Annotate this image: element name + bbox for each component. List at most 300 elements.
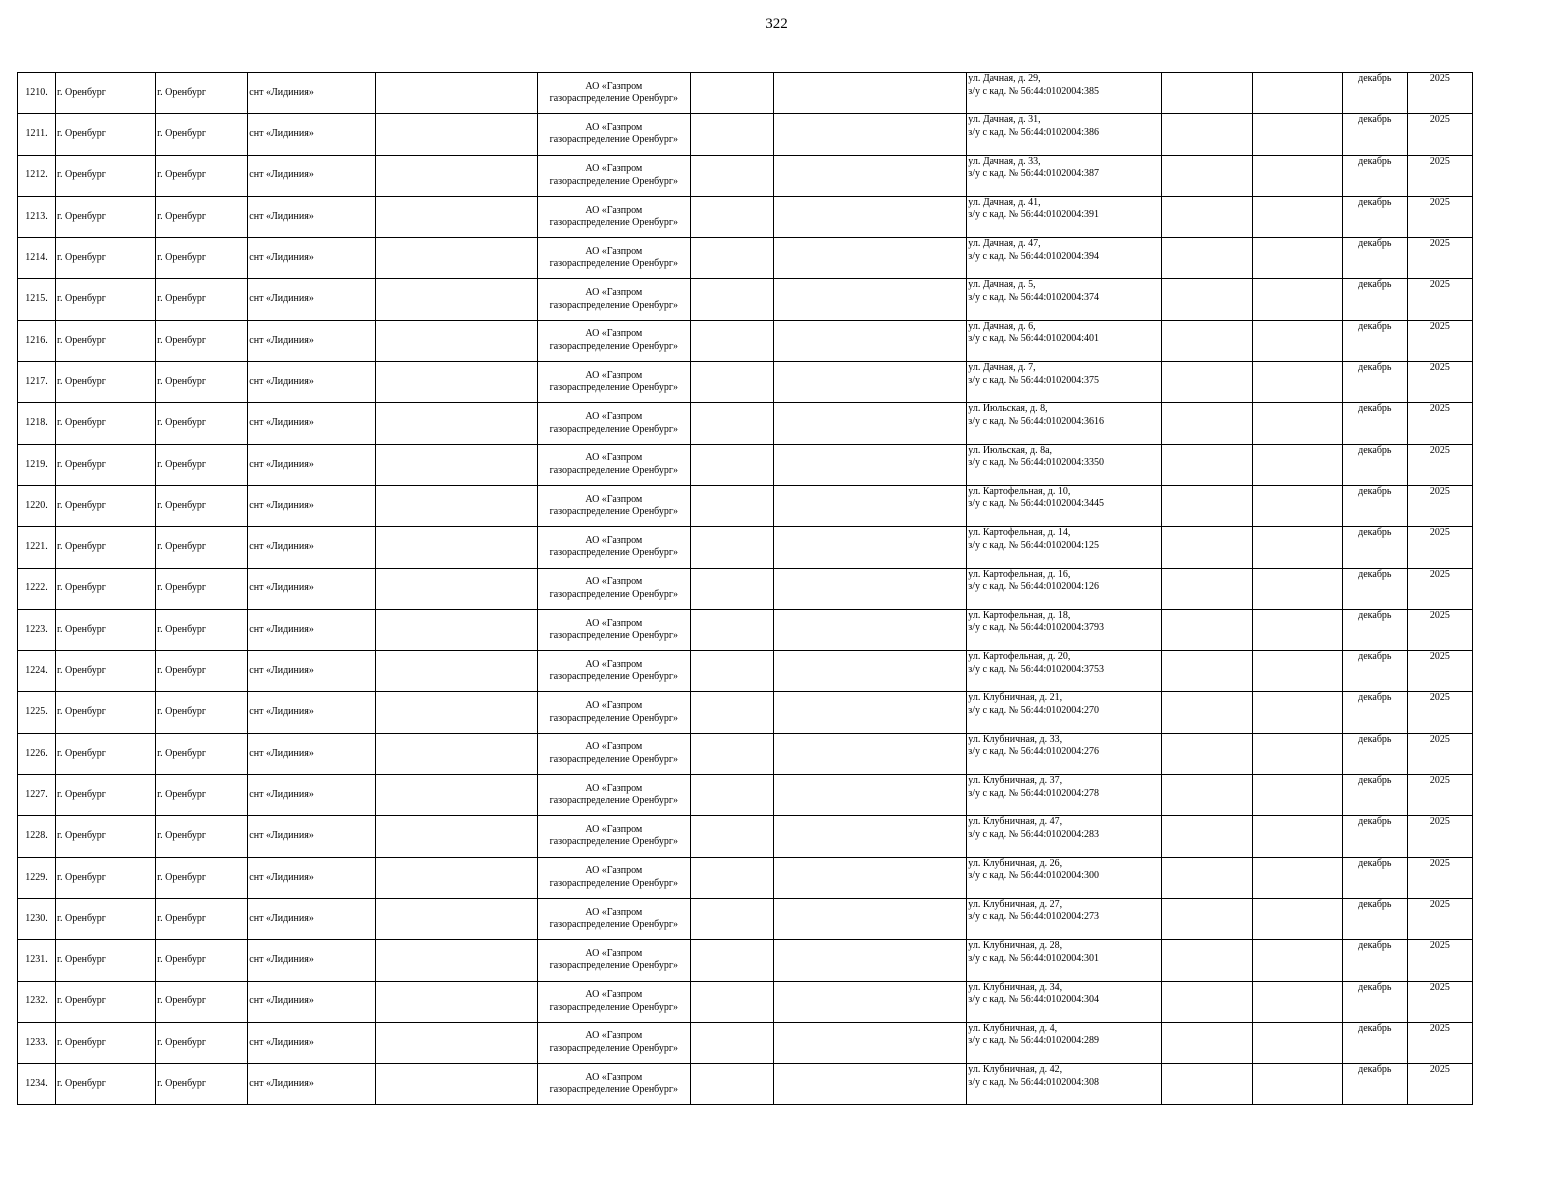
locality-cell: г. Оренбург — [156, 692, 248, 733]
address-line-2: з/у с кад. № 56:44:0102004:387 — [968, 168, 1100, 180]
table-row — [18, 527, 1473, 568]
empty-cell — [690, 898, 773, 939]
organization-line-2: газораспределение Оренбург» — [549, 93, 678, 105]
empty-cell — [376, 568, 537, 609]
address-line-1: ул. Клубничная, д. 4, — [968, 1022, 1058, 1034]
table-row — [18, 114, 1473, 155]
empty-cell — [1161, 1064, 1252, 1105]
empty-cell — [1252, 527, 1342, 568]
empty-cell — [690, 73, 773, 114]
organization-cell — [537, 196, 690, 237]
address-cell — [967, 114, 1161, 155]
row-number: 1234. — [18, 1064, 56, 1105]
municipality-cell: г. Оренбург — [56, 196, 156, 237]
empty-cell — [690, 940, 773, 981]
empty-cell — [690, 196, 773, 237]
empty-cell — [376, 609, 537, 650]
organization-cell — [537, 485, 690, 526]
empty-cell — [690, 1022, 773, 1063]
address-line-2: з/у с кад. № 56:44:0102004:276 — [968, 746, 1100, 758]
empty-cell — [1161, 1022, 1252, 1063]
empty-cell — [376, 114, 537, 155]
organization-line-1: АО «Газпром — [585, 617, 643, 629]
municipality-cell: г. Оренбург — [56, 444, 156, 485]
locality-cell: г. Оренбург — [156, 320, 248, 361]
address-line-1: ул. Клубничная, д. 33, — [968, 733, 1063, 745]
locality-cell: г. Оренбург — [156, 981, 248, 1022]
empty-cell — [690, 981, 773, 1022]
empty-cell — [1252, 775, 1342, 816]
empty-cell — [1252, 320, 1342, 361]
organization-line-1: АО «Газпром — [585, 576, 643, 588]
empty-cell — [376, 362, 537, 403]
empty-cell — [690, 1064, 773, 1105]
month-cell: декабрь — [1342, 733, 1407, 774]
locality-cell: г. Оренбург — [156, 527, 248, 568]
empty-cell — [1161, 403, 1252, 444]
empty-cell — [774, 651, 967, 692]
empty-cell — [1161, 568, 1252, 609]
address-line-2: з/у с кад. № 56:44:0102004:278 — [968, 787, 1100, 799]
empty-cell — [1161, 527, 1252, 568]
empty-cell — [1252, 568, 1342, 609]
year-cell: 2025 — [1407, 898, 1472, 939]
address-line-1: ул. Клубничная, д. 34, — [968, 981, 1063, 993]
empty-cell — [774, 155, 967, 196]
organization-line-2: газораспределение Оренбург» — [549, 547, 678, 559]
empty-cell — [376, 485, 537, 526]
address-line-2: з/у с кад. № 56:44:0102004:273 — [968, 911, 1100, 923]
table-row — [18, 609, 1473, 650]
address-line-1: ул. Дачная, д. 6, — [968, 320, 1036, 332]
organization-line-2: газораспределение Оренбург» — [549, 836, 678, 848]
empty-cell — [774, 898, 967, 939]
address-cell — [967, 898, 1161, 939]
address-line-2: з/у с кад. № 56:44:0102004:289 — [968, 1035, 1100, 1047]
locality-cell: г. Оренбург — [156, 898, 248, 939]
organization-cell — [537, 73, 690, 114]
address-cell — [967, 651, 1161, 692]
locality-cell: г. Оренбург — [156, 609, 248, 650]
organization-line-2: газораспределение Оренбург» — [549, 217, 678, 229]
empty-cell — [376, 527, 537, 568]
year-cell: 2025 — [1407, 155, 1472, 196]
table-row — [18, 320, 1473, 361]
table-row — [18, 898, 1473, 939]
empty-cell — [1252, 196, 1342, 237]
address-cell — [967, 609, 1161, 650]
row-number: 1227. — [18, 775, 56, 816]
table-row — [18, 444, 1473, 485]
empty-cell — [690, 403, 773, 444]
empty-cell — [774, 733, 967, 774]
organization-line-1: АО «Газпром — [585, 369, 643, 381]
empty-cell — [690, 816, 773, 857]
address-line-1: ул. Картофельная, д. 14, — [968, 527, 1071, 539]
address-line-1: ул. Клубничная, д. 28, — [968, 940, 1063, 952]
address-line-1: ул. Дачная, д. 29, — [968, 73, 1041, 84]
organization-cell — [537, 981, 690, 1022]
address-line-1: ул. Дачная, д. 7, — [968, 362, 1036, 374]
organization-cell — [537, 444, 690, 485]
address-cell — [967, 733, 1161, 774]
empty-cell — [774, 940, 967, 981]
table-body — [18, 73, 1473, 1105]
empty-cell — [774, 527, 967, 568]
empty-cell — [1252, 362, 1342, 403]
year-cell: 2025 — [1407, 651, 1472, 692]
row-number: 1232. — [18, 981, 56, 1022]
year-cell: 2025 — [1407, 196, 1472, 237]
address-line-2: з/у с кад. № 56:44:0102004:283 — [968, 828, 1100, 840]
organization-line-1: АО «Газпром — [585, 245, 643, 257]
locality-cell: г. Оренбург — [156, 651, 248, 692]
municipality-cell: г. Оренбург — [56, 155, 156, 196]
organization-line-1: АО «Газпром — [585, 1071, 643, 1083]
locality-cell: г. Оренбург — [156, 155, 248, 196]
address-cell — [967, 857, 1161, 898]
municipality-cell: г. Оренбург — [56, 114, 156, 155]
empty-cell — [774, 279, 967, 320]
locality-cell: г. Оренбург — [156, 940, 248, 981]
locality-cell: г. Оренбург — [156, 1022, 248, 1063]
address-line-1: ул. Клубничная, д. 42, — [968, 1064, 1063, 1076]
empty-cell — [690, 238, 773, 279]
empty-cell — [690, 733, 773, 774]
municipality-cell: г. Оренбург — [56, 940, 156, 981]
row-number: 1216. — [18, 320, 56, 361]
organization-line-1: АО «Газпром — [585, 700, 643, 712]
empty-cell — [376, 857, 537, 898]
month-cell: декабрь — [1342, 114, 1407, 155]
address-cell — [967, 775, 1161, 816]
address-cell — [967, 362, 1161, 403]
empty-cell — [774, 485, 967, 526]
empty-cell — [690, 609, 773, 650]
empty-cell — [1252, 238, 1342, 279]
row-number: 1233. — [18, 1022, 56, 1063]
empty-cell — [1252, 1064, 1342, 1105]
settlement-cell: снт «Лидиния» — [248, 816, 376, 857]
month-cell: декабрь — [1342, 1064, 1407, 1105]
settlement-cell: снт «Лидиния» — [248, 155, 376, 196]
address-line-1: ул. Клубничная, д. 27, — [968, 898, 1063, 910]
organization-line-2: газораспределение Оренбург» — [549, 134, 678, 146]
register-table — [17, 72, 1473, 1105]
row-number: 1230. — [18, 898, 56, 939]
address-cell — [967, 1022, 1161, 1063]
municipality-cell: г. Оренбург — [56, 898, 156, 939]
locality-cell: г. Оренбург — [156, 196, 248, 237]
row-number: 1219. — [18, 444, 56, 485]
row-number: 1213. — [18, 196, 56, 237]
organization-line-1: АО «Газпром — [585, 823, 643, 835]
month-cell: декабрь — [1342, 155, 1407, 196]
address-cell — [967, 692, 1161, 733]
municipality-cell: г. Оренбург — [56, 775, 156, 816]
table-row — [18, 940, 1473, 981]
year-cell: 2025 — [1407, 114, 1472, 155]
empty-cell — [1161, 238, 1252, 279]
organization-line-2: газораспределение Оренбург» — [549, 877, 678, 889]
year-cell: 2025 — [1407, 816, 1472, 857]
address-line-1: ул. Клубничная, д. 47, — [968, 816, 1063, 828]
empty-cell — [1252, 73, 1342, 114]
settlement-cell: снт «Лидиния» — [248, 568, 376, 609]
locality-cell: г. Оренбург — [156, 1064, 248, 1105]
organization-line-2: газораспределение Оренбург» — [549, 960, 678, 972]
settlement-cell: снт «Лидиния» — [248, 692, 376, 733]
address-line-1: ул. Дачная, д. 31, — [968, 114, 1041, 126]
organization-cell — [537, 775, 690, 816]
address-line-2: з/у с кад. № 56:44:0102004:125 — [968, 539, 1100, 551]
municipality-cell: г. Оренбург — [56, 733, 156, 774]
year-cell: 2025 — [1407, 238, 1472, 279]
empty-cell — [1161, 898, 1252, 939]
empty-cell — [376, 651, 537, 692]
settlement-cell: снт «Лидиния» — [248, 775, 376, 816]
locality-cell: г. Оренбург — [156, 362, 248, 403]
organization-line-1: АО «Газпром — [585, 204, 643, 216]
municipality-cell: г. Оренбург — [56, 568, 156, 609]
empty-cell — [774, 1064, 967, 1105]
municipality-cell: г. Оренбург — [56, 279, 156, 320]
month-cell: декабрь — [1342, 73, 1407, 114]
locality-cell: г. Оренбург — [156, 857, 248, 898]
month-cell: декабрь — [1342, 444, 1407, 485]
empty-cell — [1161, 155, 1252, 196]
municipality-cell: г. Оренбург — [56, 981, 156, 1022]
address-line-1: ул. Дачная, д. 5, — [968, 279, 1036, 291]
organization-line-2: газораспределение Оренбург» — [549, 795, 678, 807]
organization-line-1: АО «Газпром — [585, 782, 643, 794]
empty-cell — [1161, 651, 1252, 692]
address-line-1: ул. Картофельная, д. 18, — [968, 609, 1071, 621]
organization-line-2: газораспределение Оренбург» — [549, 258, 678, 270]
row-number: 1226. — [18, 733, 56, 774]
month-cell: декабрь — [1342, 279, 1407, 320]
year-cell: 2025 — [1407, 940, 1472, 981]
organization-line-2: газораспределение Оренбург» — [549, 753, 678, 765]
year-cell: 2025 — [1407, 403, 1472, 444]
address-line-1: ул. Клубничная, д. 26, — [968, 857, 1063, 869]
empty-cell — [1252, 403, 1342, 444]
address-cell — [967, 196, 1161, 237]
municipality-cell: г. Оренбург — [56, 527, 156, 568]
address-line-1: ул. Картофельная, д. 16, — [968, 568, 1071, 580]
address-line-2: з/у с кад. № 56:44:0102004:304 — [968, 994, 1100, 1006]
table-row — [18, 981, 1473, 1022]
organization-cell — [537, 527, 690, 568]
empty-cell — [1252, 692, 1342, 733]
address-line-1: ул. Дачная, д. 33, — [968, 155, 1041, 167]
settlement-cell: снт «Лидиния» — [248, 940, 376, 981]
month-cell: декабрь — [1342, 816, 1407, 857]
empty-cell — [774, 609, 967, 650]
year-cell: 2025 — [1407, 73, 1472, 114]
empty-cell — [376, 981, 537, 1022]
organization-line-1: АО «Газпром — [585, 80, 643, 92]
organization-line-2: газораспределение Оренбург» — [549, 506, 678, 518]
organization-line-2: газораспределение Оренбург» — [549, 1084, 678, 1096]
month-cell: декабрь — [1342, 609, 1407, 650]
settlement-cell: снт «Лидиния» — [248, 857, 376, 898]
address-cell — [967, 527, 1161, 568]
municipality-cell: г. Оренбург — [56, 362, 156, 403]
year-cell: 2025 — [1407, 733, 1472, 774]
table-row — [18, 279, 1473, 320]
empty-cell — [1252, 733, 1342, 774]
table-row — [18, 651, 1473, 692]
organization-line-1: АО «Газпром — [585, 1030, 643, 1042]
address-line-2: з/у с кад. № 56:44:0102004:300 — [968, 870, 1100, 882]
month-cell: декабрь — [1342, 898, 1407, 939]
municipality-cell: г. Оренбург — [56, 403, 156, 444]
month-cell: декабрь — [1342, 403, 1407, 444]
empty-cell — [690, 444, 773, 485]
organization-cell — [537, 651, 690, 692]
address-line-2: з/у с кад. № 56:44:0102004:385 — [968, 85, 1100, 97]
organization-line-2: газораспределение Оренбург» — [549, 464, 678, 476]
address-cell — [967, 320, 1161, 361]
address-line-1: ул. Дачная, д. 41, — [968, 196, 1041, 208]
empty-cell — [376, 73, 537, 114]
address-line-1: ул. Июльская, д. 8, — [968, 403, 1048, 415]
organization-cell — [537, 609, 690, 650]
municipality-cell: г. Оренбург — [56, 651, 156, 692]
empty-cell — [376, 692, 537, 733]
month-cell: декабрь — [1342, 527, 1407, 568]
year-cell: 2025 — [1407, 775, 1472, 816]
empty-cell — [1252, 981, 1342, 1022]
municipality-cell: г. Оренбург — [56, 320, 156, 361]
empty-cell — [1161, 857, 1252, 898]
empty-cell — [1252, 816, 1342, 857]
month-cell: декабрь — [1342, 981, 1407, 1022]
empty-cell — [1252, 940, 1342, 981]
empty-cell — [376, 775, 537, 816]
empty-cell — [774, 568, 967, 609]
empty-cell — [376, 1022, 537, 1063]
year-cell: 2025 — [1407, 1064, 1472, 1105]
empty-cell — [774, 1022, 967, 1063]
empty-cell — [774, 692, 967, 733]
empty-cell — [376, 898, 537, 939]
organization-line-2: газораспределение Оренбург» — [549, 423, 678, 435]
locality-cell: г. Оренбург — [156, 403, 248, 444]
organization-line-2: газораспределение Оренбург» — [549, 712, 678, 724]
empty-cell — [1252, 114, 1342, 155]
month-cell: декабрь — [1342, 320, 1407, 361]
empty-cell — [1252, 155, 1342, 196]
organization-cell — [537, 1022, 690, 1063]
row-number: 1218. — [18, 403, 56, 444]
organization-line-2: газораспределение Оренбург» — [549, 175, 678, 187]
empty-cell — [1161, 485, 1252, 526]
address-line-2: з/у с кад. № 56:44:0102004:301 — [968, 952, 1100, 964]
address-cell — [967, 238, 1161, 279]
organization-cell — [537, 362, 690, 403]
table-row — [18, 857, 1473, 898]
empty-cell — [376, 444, 537, 485]
address-line-1: ул. Дачная, д. 47, — [968, 238, 1041, 250]
month-cell: декабрь — [1342, 857, 1407, 898]
address-line-1: ул. Клубничная, д. 21, — [968, 692, 1063, 704]
settlement-cell: снт «Лидиния» — [248, 609, 376, 650]
row-number: 1225. — [18, 692, 56, 733]
municipality-cell: г. Оренбург — [56, 816, 156, 857]
empty-cell — [1161, 981, 1252, 1022]
organization-line-1: АО «Газпром — [585, 493, 643, 505]
empty-cell — [690, 857, 773, 898]
row-number: 1210. — [18, 73, 56, 114]
address-cell — [967, 73, 1161, 114]
settlement-cell: снт «Лидиния» — [248, 403, 376, 444]
empty-cell — [690, 527, 773, 568]
empty-cell — [1161, 940, 1252, 981]
empty-cell — [1161, 196, 1252, 237]
empty-cell — [690, 651, 773, 692]
organization-line-1: АО «Газпром — [585, 865, 643, 877]
address-cell — [967, 1064, 1161, 1105]
address-line-2: з/у с кад. № 56:44:0102004:308 — [968, 1076, 1100, 1088]
empty-cell — [376, 238, 537, 279]
address-line-1: ул. Картофельная, д. 20, — [968, 651, 1071, 663]
organization-cell — [537, 568, 690, 609]
table-row — [18, 73, 1473, 114]
address-cell — [967, 940, 1161, 981]
locality-cell: г. Оренбург — [156, 816, 248, 857]
locality-cell: г. Оренбург — [156, 775, 248, 816]
address-cell — [967, 568, 1161, 609]
organization-line-2: газораспределение Оренбург» — [549, 1001, 678, 1013]
month-cell: декабрь — [1342, 362, 1407, 403]
empty-cell — [774, 238, 967, 279]
organization-line-1: АО «Газпром — [585, 411, 643, 423]
settlement-cell: снт «Лидиния» — [248, 733, 376, 774]
year-cell: 2025 — [1407, 1022, 1472, 1063]
empty-cell — [1161, 114, 1252, 155]
empty-cell — [376, 196, 537, 237]
organization-line-2: газораспределение Оренбург» — [549, 299, 678, 311]
year-cell: 2025 — [1407, 609, 1472, 650]
empty-cell — [774, 816, 967, 857]
address-line-1: ул. Картофельная, д. 10, — [968, 485, 1071, 497]
year-cell: 2025 — [1407, 568, 1472, 609]
empty-cell — [774, 857, 967, 898]
settlement-cell: снт «Лидиния» — [248, 485, 376, 526]
organization-cell — [537, 692, 690, 733]
table-row — [18, 238, 1473, 279]
organization-line-2: газораспределение Оренбург» — [549, 671, 678, 683]
year-cell: 2025 — [1407, 279, 1472, 320]
settlement-cell: снт «Лидиния» — [248, 362, 376, 403]
organization-line-2: газораспределение Оренбург» — [549, 340, 678, 352]
address-line-2: з/у с кад. № 56:44:0102004:3350 — [968, 457, 1105, 469]
empty-cell — [774, 362, 967, 403]
organization-line-1: АО «Газпром — [585, 534, 643, 546]
address-line-1: ул. Июльская, д. 8а, — [968, 444, 1053, 456]
month-cell: декабрь — [1342, 238, 1407, 279]
locality-cell: г. Оренбург — [156, 238, 248, 279]
year-cell: 2025 — [1407, 527, 1472, 568]
address-cell — [967, 403, 1161, 444]
organization-cell — [537, 940, 690, 981]
table-row — [18, 485, 1473, 526]
settlement-cell: снт «Лидиния» — [248, 196, 376, 237]
organization-line-1: АО «Газпром — [585, 989, 643, 1001]
settlement-cell: снт «Лидиния» — [248, 444, 376, 485]
